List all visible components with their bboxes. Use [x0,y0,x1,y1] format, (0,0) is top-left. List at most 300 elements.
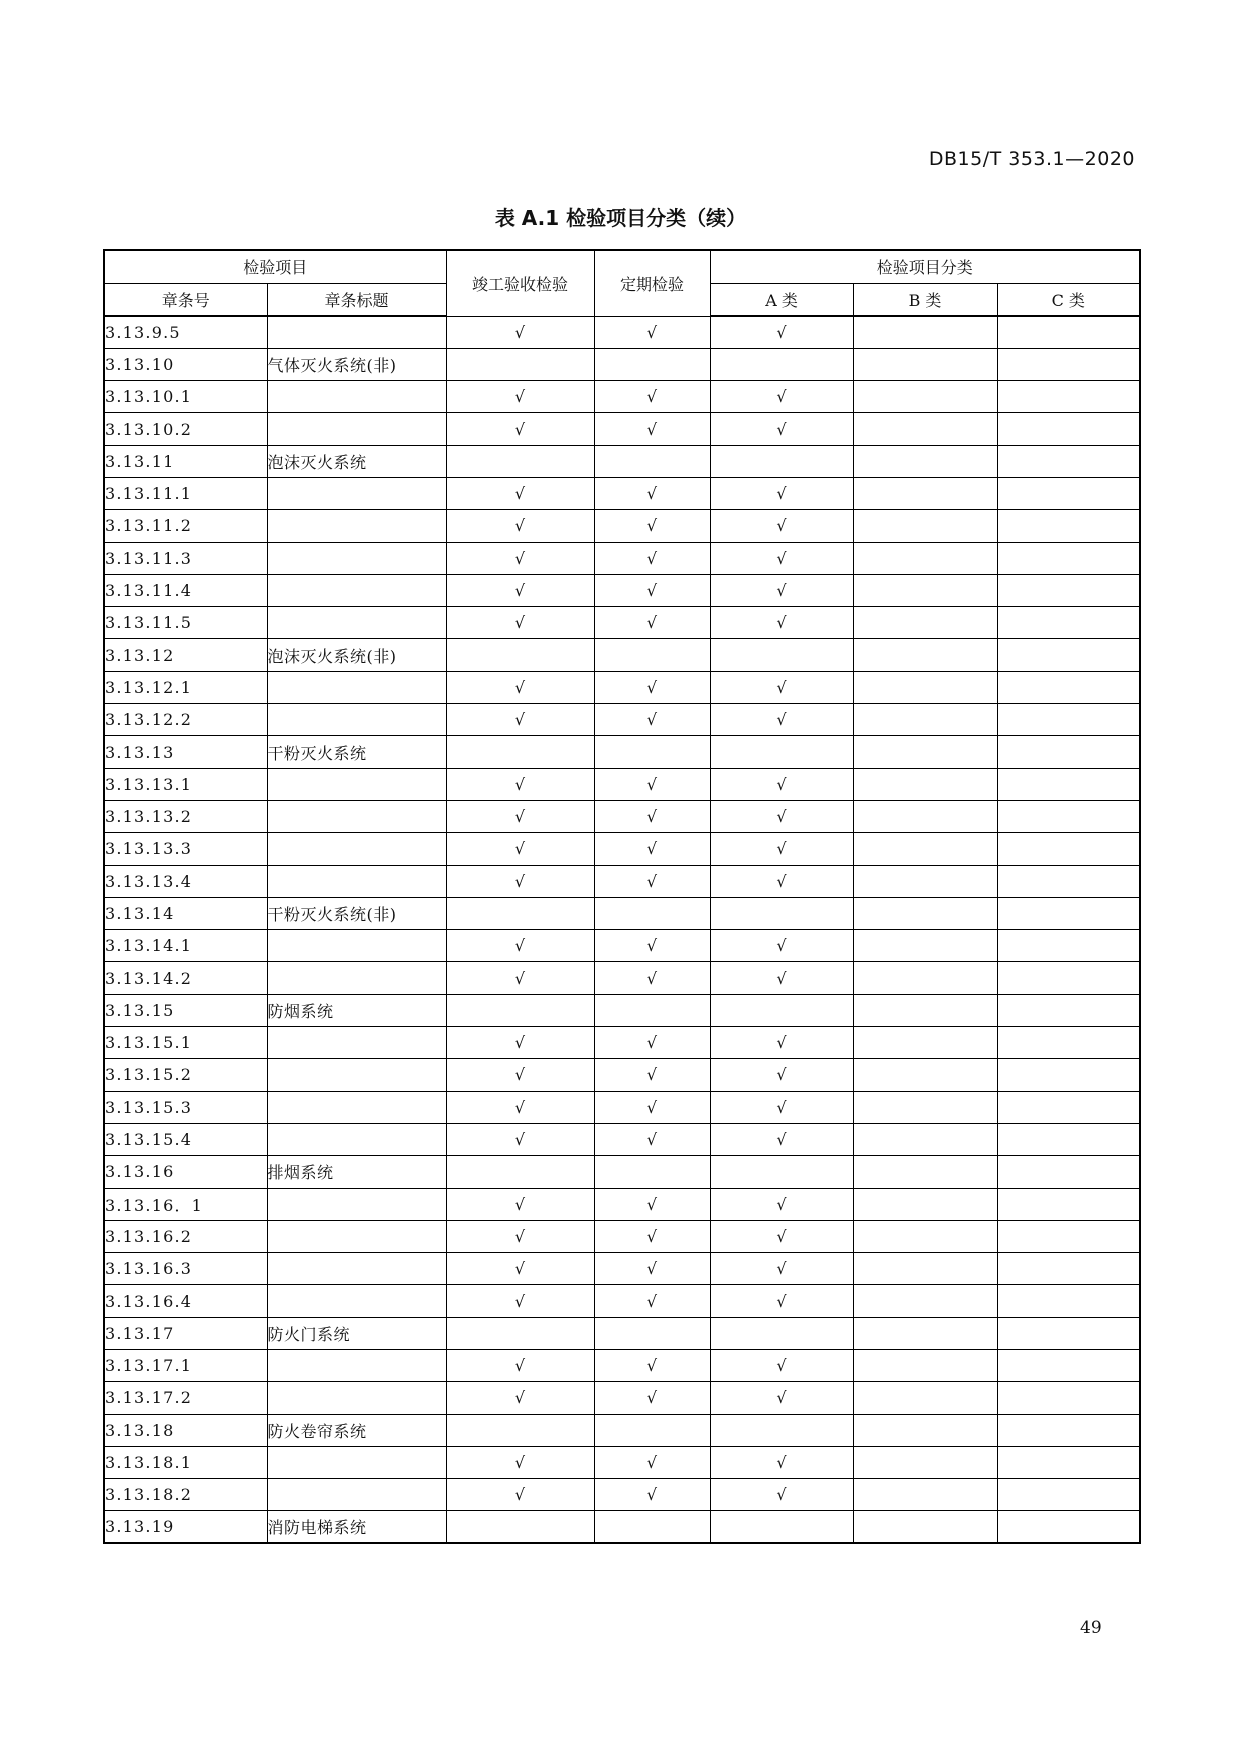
table-row [104,477,1140,509]
table-row [104,833,1140,865]
periodic-check-cell: √ [594,1220,710,1252]
section-number-cell: 3.13.13.2 [104,800,267,832]
header-completion-inspection: 竣工验收检验 [446,250,594,316]
periodic-check-cell [594,639,710,671]
completion-check-cell: √ [446,510,594,542]
section-number-cell: 3.13.10.2 [104,413,267,445]
section-number-cell: 3.13.18.2 [104,1479,267,1511]
table-row [104,316,1140,348]
inspection-classification-table [103,249,1141,1544]
table-row [104,930,1140,962]
periodic-check-cell: √ [594,381,710,413]
section-title-cell: 防火卷帘系统 [267,1414,446,1446]
class-b-cell [853,1091,997,1123]
completion-check-cell: √ [446,1123,594,1155]
class-a-cell: √ [710,1253,853,1285]
table-row [104,1091,1140,1123]
table-row [104,897,1140,929]
periodic-check-cell: √ [594,865,710,897]
section-number-cell: 3.13.13.1 [104,768,267,800]
section-title-cell [267,704,446,736]
class-c-cell [997,607,1140,639]
class-a-cell [710,1511,853,1543]
completion-check-cell: √ [446,381,594,413]
table-row [104,962,1140,994]
periodic-check-cell: √ [594,1350,710,1382]
section-number-cell: 3.13.11 [104,445,267,477]
class-b-cell [853,833,997,865]
header-inspection-item: 检验项目 [104,250,446,283]
class-c-cell [997,865,1140,897]
periodic-check-cell [594,994,710,1026]
class-a-cell [710,1414,853,1446]
completion-check-cell: √ [446,768,594,800]
completion-check-cell: √ [446,671,594,703]
completion-check-cell [446,639,594,671]
completion-check-cell: √ [446,833,594,865]
completion-check-cell: √ [446,1253,594,1285]
section-number-cell: 3.13.16 [104,1156,267,1188]
periodic-check-cell: √ [594,671,710,703]
class-b-cell [853,1123,997,1155]
section-title-cell: 干粉灭火系统(非) [267,897,446,929]
table-row [104,348,1140,380]
table-row [104,574,1140,606]
completion-check-cell [446,1414,594,1446]
table-row [104,994,1140,1026]
table-row [104,865,1140,897]
class-b-cell [853,1156,997,1188]
periodic-check-cell: √ [594,316,710,348]
class-c-cell [997,1188,1140,1220]
periodic-check-cell: √ [594,413,710,445]
class-a-cell: √ [710,1446,853,1478]
class-a-cell: √ [710,930,853,962]
class-a-cell: √ [710,607,853,639]
completion-check-cell [446,1156,594,1188]
class-c-cell [997,1220,1140,1252]
completion-check-cell [446,445,594,477]
section-title-cell [267,768,446,800]
class-b-cell [853,1285,997,1317]
section-number-cell: 3.13.13.4 [104,865,267,897]
class-c-cell [997,897,1140,929]
class-a-cell: √ [710,1091,853,1123]
periodic-check-cell: √ [594,477,710,509]
class-c-cell [997,639,1140,671]
section-number-cell: 3.13.14.1 [104,930,267,962]
class-c-cell [997,348,1140,380]
periodic-check-cell: √ [594,704,710,736]
class-c-cell [997,1253,1140,1285]
class-a-cell [710,897,853,929]
section-title-cell [267,1446,446,1478]
table-row [104,542,1140,574]
section-number-cell: 3.13.12.1 [104,671,267,703]
class-b-cell [853,1382,997,1414]
section-title-cell [267,607,446,639]
class-a-cell: √ [710,768,853,800]
completion-check-cell: √ [446,1382,594,1414]
section-number-cell: 3.13.10.1 [104,381,267,413]
section-title-cell [267,1091,446,1123]
completion-check-cell: √ [446,1188,594,1220]
completion-check-cell: √ [446,1479,594,1511]
class-b-cell [853,930,997,962]
section-number-cell: 3.13.15.2 [104,1059,267,1091]
class-a-cell: √ [710,800,853,832]
class-c-cell [997,1382,1140,1414]
class-a-cell: √ [710,1220,853,1252]
section-number-cell: 3.13.15.4 [104,1123,267,1155]
class-a-cell: √ [710,865,853,897]
class-b-cell [853,1220,997,1252]
class-b-cell [853,704,997,736]
section-number-cell: 3.13.17.2 [104,1382,267,1414]
class-b-cell [853,607,997,639]
table-row [104,1317,1140,1349]
class-a-cell [710,639,853,671]
class-b-cell [853,639,997,671]
periodic-check-cell: √ [594,542,710,574]
section-number-cell: 3.13.15 [104,994,267,1026]
periodic-check-cell: √ [594,1091,710,1123]
periodic-check-cell [594,736,710,768]
section-title-cell [267,574,446,606]
table-row [104,1382,1140,1414]
section-title-cell [267,1059,446,1091]
class-c-cell [997,574,1140,606]
section-number-cell: 3.13.17.1 [104,1350,267,1382]
section-title-cell [267,1188,446,1220]
periodic-check-cell: √ [594,1285,710,1317]
section-title-cell: 泡沫灭火系统(非) [267,639,446,671]
class-b-cell [853,510,997,542]
completion-check-cell [446,897,594,929]
table-row [104,381,1140,413]
table-row [104,1188,1140,1220]
completion-check-cell: √ [446,607,594,639]
section-title-cell: 防火门系统 [267,1317,446,1349]
class-b-cell [853,865,997,897]
table-row [104,1220,1140,1252]
header-class-b: B 类 [853,283,997,316]
class-b-cell [853,671,997,703]
table-row [104,704,1140,736]
section-title-cell: 气体灭火系统(非) [267,348,446,380]
section-title-cell [267,316,446,348]
class-a-cell: √ [710,1188,853,1220]
table-row [104,510,1140,542]
section-number-cell: 3.13.9.5 [104,316,267,348]
table-row [104,768,1140,800]
class-b-cell [853,413,997,445]
class-c-cell [997,768,1140,800]
class-c-cell [997,1317,1140,1349]
class-c-cell [997,1156,1140,1188]
class-a-cell [710,1156,853,1188]
class-a-cell [710,736,853,768]
class-c-cell [997,381,1140,413]
periodic-check-cell [594,1511,710,1543]
periodic-check-cell: √ [594,1059,710,1091]
periodic-check-cell: √ [594,574,710,606]
periodic-check-cell [594,897,710,929]
completion-check-cell: √ [446,930,594,962]
class-b-cell [853,1446,997,1478]
class-a-cell: √ [710,1027,853,1059]
table-row [104,413,1140,445]
class-c-cell [997,1414,1140,1446]
class-c-cell [997,704,1140,736]
class-a-cell: √ [710,1123,853,1155]
header-periodic-inspection: 定期检验 [594,250,710,316]
periodic-check-cell: √ [594,1253,710,1285]
section-number-cell: 3.13.11.1 [104,477,267,509]
section-number-cell: 3.13.16.3 [104,1253,267,1285]
section-title-cell [267,671,446,703]
table-body [104,316,1140,1543]
class-a-cell [710,1317,853,1349]
completion-check-cell [446,736,594,768]
class-a-cell: √ [710,833,853,865]
class-c-cell [997,1350,1140,1382]
section-title-cell [267,800,446,832]
section-title-cell: 防烟系统 [267,994,446,1026]
table-row [104,1156,1140,1188]
table-row [104,671,1140,703]
class-c-cell [997,833,1140,865]
section-title-cell: 泡沫灭火系统 [267,445,446,477]
table-row [104,607,1140,639]
table-row [104,1479,1140,1511]
section-title-cell [267,962,446,994]
periodic-check-cell: √ [594,607,710,639]
class-a-cell: √ [710,1285,853,1317]
section-number-cell: 3.13.12 [104,639,267,671]
section-title-cell [267,1479,446,1511]
class-b-cell [853,1059,997,1091]
class-a-cell: √ [710,704,853,736]
class-b-cell [853,800,997,832]
periodic-check-cell: √ [594,1479,710,1511]
section-number-cell: 3.13.13.3 [104,833,267,865]
class-c-cell [997,445,1140,477]
completion-check-cell [446,1317,594,1349]
class-a-cell: √ [710,316,853,348]
class-c-cell [997,671,1140,703]
completion-check-cell: √ [446,1027,594,1059]
class-a-cell: √ [710,962,853,994]
class-b-cell [853,1511,997,1543]
section-number-cell: 3.13.11.5 [104,607,267,639]
completion-check-cell: √ [446,477,594,509]
section-number-cell: 3.13.11.3 [104,542,267,574]
header-item-classification: 检验项目分类 [710,250,1140,283]
section-title-cell [267,1382,446,1414]
class-b-cell [853,1027,997,1059]
table-row [104,1285,1140,1317]
class-b-cell [853,1188,997,1220]
section-title-cell [267,1123,446,1155]
periodic-check-cell [594,1317,710,1349]
class-a-cell: √ [710,1059,853,1091]
section-number-cell: 3.13.18 [104,1414,267,1446]
section-title-cell [267,1253,446,1285]
class-c-cell [997,510,1140,542]
section-number-cell: 3.13.14.2 [104,962,267,994]
completion-check-cell: √ [446,1059,594,1091]
periodic-check-cell [594,348,710,380]
header-class-a: A 类 [710,283,853,316]
class-c-cell [997,994,1140,1026]
class-b-cell [853,316,997,348]
completion-check-cell: √ [446,542,594,574]
section-number-cell: 3.13.10 [104,348,267,380]
completion-check-cell: √ [446,1285,594,1317]
completion-check-cell: √ [446,316,594,348]
periodic-check-cell: √ [594,930,710,962]
page-number: 49 [1080,1618,1102,1638]
periodic-check-cell: √ [594,1382,710,1414]
class-c-cell [997,542,1140,574]
section-title-cell [267,930,446,962]
table-row [104,1350,1140,1382]
section-number-cell: 3.13.17 [104,1317,267,1349]
class-b-cell [853,1479,997,1511]
table-title: 表 A.1 检验项目分类（续） [494,206,747,230]
table-row [104,1123,1140,1155]
completion-check-cell: √ [446,865,594,897]
periodic-check-cell: √ [594,768,710,800]
class-c-cell [997,1027,1140,1059]
completion-check-cell: √ [446,1091,594,1123]
section-number-cell: 3.13.11.2 [104,510,267,542]
section-title-cell [267,510,446,542]
periodic-check-cell: √ [594,1446,710,1478]
section-number-cell: 3.13.11.4 [104,574,267,606]
periodic-check-cell [594,1414,710,1446]
section-title-cell: 干粉灭火系统 [267,736,446,768]
periodic-check-cell: √ [594,1027,710,1059]
section-number-cell: 3.13.16.2 [104,1220,267,1252]
section-number-cell: 3.13.16.4 [104,1285,267,1317]
completion-check-cell: √ [446,1446,594,1478]
periodic-check-cell: √ [594,1188,710,1220]
class-c-cell [997,1059,1140,1091]
section-title-cell [267,542,446,574]
header-section-title: 章条标题 [267,283,446,316]
table-row [104,1059,1140,1091]
class-c-cell [997,316,1140,348]
completion-check-cell: √ [446,962,594,994]
class-b-cell [853,348,997,380]
class-b-cell [853,477,997,509]
class-c-cell [997,1511,1140,1543]
class-c-cell [997,1446,1140,1478]
periodic-check-cell: √ [594,962,710,994]
section-title-cell [267,413,446,445]
class-b-cell [853,768,997,800]
header-class-c: C 类 [997,283,1140,316]
header-section-number: 章条号 [104,283,267,316]
class-a-cell: √ [710,1382,853,1414]
class-b-cell [853,1350,997,1382]
class-b-cell [853,1414,997,1446]
class-c-cell [997,1123,1140,1155]
class-c-cell [997,962,1140,994]
class-c-cell [997,477,1140,509]
section-number-cell: 3.13.18.1 [104,1446,267,1478]
class-a-cell: √ [710,413,853,445]
table-row [104,1027,1140,1059]
section-title-cell: 消防电梯系统 [267,1511,446,1543]
class-a-cell: √ [710,510,853,542]
section-title-cell [267,865,446,897]
class-a-cell: √ [710,477,853,509]
completion-check-cell: √ [446,704,594,736]
class-a-cell [710,994,853,1026]
section-number-cell: 3.13.15.3 [104,1091,267,1123]
periodic-check-cell: √ [594,800,710,832]
section-title-cell [267,1285,446,1317]
class-c-cell [997,413,1140,445]
completion-check-cell: √ [446,1220,594,1252]
class-b-cell [853,1253,997,1285]
section-title-cell: 排烟系统 [267,1156,446,1188]
completion-check-cell: √ [446,574,594,606]
periodic-check-cell [594,1156,710,1188]
section-title-cell [267,833,446,865]
class-b-cell [853,1317,997,1349]
table-row [104,1511,1140,1543]
section-number-cell: 3.13.16．1 [104,1188,267,1220]
class-a-cell: √ [710,574,853,606]
section-title-cell [267,1027,446,1059]
class-b-cell [853,736,997,768]
section-title-cell [267,381,446,413]
header-row-top [104,250,1140,283]
class-b-cell [853,542,997,574]
section-number-cell: 3.13.13 [104,736,267,768]
table-row [104,445,1140,477]
class-a-cell: √ [710,1479,853,1511]
class-a-cell [710,348,853,380]
class-c-cell [997,1091,1140,1123]
completion-check-cell: √ [446,1350,594,1382]
section-number-cell: 3.13.15.1 [104,1027,267,1059]
table-row [104,800,1140,832]
section-title-cell [267,477,446,509]
class-a-cell: √ [710,542,853,574]
section-title-cell [267,1350,446,1382]
periodic-check-cell: √ [594,1123,710,1155]
class-b-cell [853,897,997,929]
periodic-check-cell: √ [594,833,710,865]
section-number-cell: 3.13.19 [104,1511,267,1543]
table-row [104,1414,1140,1446]
completion-check-cell [446,994,594,1026]
class-c-cell [997,1285,1140,1317]
section-number-cell: 3.13.14 [104,897,267,929]
section-title-cell [267,1220,446,1252]
table-row [104,1253,1140,1285]
class-b-cell [853,994,997,1026]
periodic-check-cell: √ [594,510,710,542]
class-b-cell [853,962,997,994]
periodic-check-cell [594,445,710,477]
class-b-cell [853,574,997,606]
